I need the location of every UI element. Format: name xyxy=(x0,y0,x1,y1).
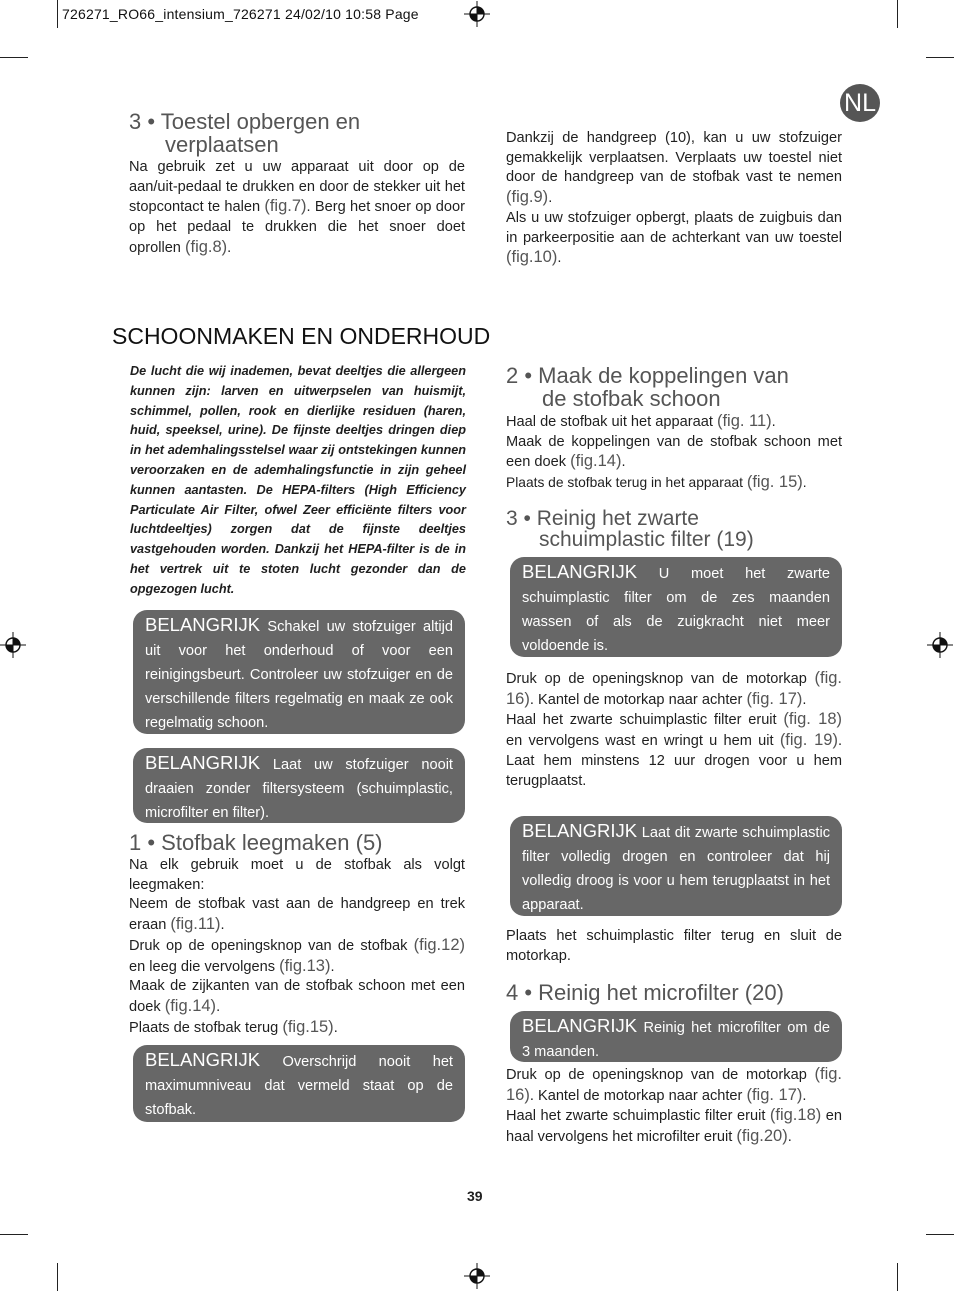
paragraph: Maak de zijkanten van de stofbak schoon met een doek (fig.14). xyxy=(129,978,465,1015)
figure-ref: (fig.18) xyxy=(769,1106,822,1125)
crop-mark xyxy=(897,1263,898,1291)
paragraph: Haal de stofbak uit het apparaat (fig. 11). xyxy=(506,412,776,430)
section-microfilter-body xyxy=(506,1065,842,1148)
paragraph: Na gebruik zet u uw apparaat uit door op de aan/uit-pedaal te drukken en door de stekker uit het stopcontact te halen (fig.7). Berg het snoer op door op het pedaal te drukken die het snoer doet oprollen (fig.8). xyxy=(129,159,466,256)
crop-mark xyxy=(926,57,954,58)
paragraph: Dankzij de handgreep (10), kan u uw stofzuiger gemakkelijk verplaatsen. Verplaats uw toestel niet door de handgreep van de stofbak vast te nemen (fig.9). xyxy=(506,130,842,207)
section-foam-filter-after xyxy=(506,927,842,966)
paragraph: Druk op de openingsknop van de motorkap (fig. 16). Kantel de motorkap naar achter (fig. 17). xyxy=(506,1065,842,1104)
figure-ref: (fig.20) xyxy=(736,1127,788,1146)
notice-keyword: BELANGRIJK xyxy=(145,1049,261,1070)
section-title: 4 • Reinig het microfilter (20) xyxy=(506,980,784,1005)
paragraph: Haal het zwarte schuimplastic filter eruit (fig.18) en haal vervolgens het microfilter eruit (fig.20). xyxy=(506,1106,842,1146)
section-foam-filter-body xyxy=(506,669,842,791)
figure-ref: (fig. 17) xyxy=(746,689,803,708)
crop-mark xyxy=(57,0,58,28)
section-title-line: schuimplastic filter (19) xyxy=(539,528,754,551)
registration-mark-icon xyxy=(464,1263,490,1289)
crop-mark xyxy=(57,1263,58,1291)
section-couplings xyxy=(506,364,842,493)
paragraph: Druk op de openingsknop van de stofbak (fig.12) en leeg die vervolgens (fig.13). xyxy=(129,935,465,975)
figure-ref: (fig.9) xyxy=(506,188,549,207)
notice-keyword: BELANGRIJK xyxy=(145,614,261,635)
notice-keyword: BELANGRIJK xyxy=(522,1015,638,1036)
notice-box: BELANGRIJK Schakel uw stofzuiger altijd uit voor het onderhoud of voor een reinigingsbeurt. Controleer uw stofzuiger en de verschillende filters regelmatig en maak ze ook regelmatig schoon. xyxy=(133,610,465,734)
figure-ref: (fig.14) xyxy=(570,452,622,471)
notice-box: BELANGRIJK Overschrijd nooit het maximumniveau dat vermeld staat op de stofbak. xyxy=(133,1045,465,1122)
figure-ref: (fig. 16) xyxy=(506,1065,842,1104)
notice-box: BELANGRIJK Laat dit zwarte schuimplastic filter volledig drogen en controleer dat hij volledig droog is voor u hem terugplaatst in het apparaat. xyxy=(510,816,842,916)
paragraph: Maak de koppelingen van de stofbak schoon met een doek (fig.14). xyxy=(506,433,842,471)
crop-mark xyxy=(926,1234,954,1235)
notice-box: BELANGRIJK U moet het zwarte schuimplastic filter om de zes maanden wassen of als de zuigkracht niet meer voldoende is. xyxy=(510,557,842,657)
section-title-line: 3 • Toestel opbergen en xyxy=(129,109,361,134)
section-title-line: de stofbak schoon xyxy=(542,386,721,411)
paragraph: Als u uw stofzuiger opbergt, plaats de zuigbuis dan in parkeerpositie aan de achterkant van uw toestel (fig.10). xyxy=(506,209,842,267)
section-empty-bin xyxy=(129,831,465,1038)
notice-box: BELANGRIJK Reinig het microfilter om de 3 maanden. xyxy=(510,1011,842,1062)
section-title-line: 2 • Maak de koppelingen van xyxy=(506,363,789,388)
figure-ref: (fig.13) xyxy=(279,956,331,975)
figure-ref: (fig. 17) xyxy=(746,1085,803,1104)
registration-mark-icon xyxy=(0,632,26,658)
paragraph: Druk op de openingsknop van de motorkap (fig. 16). Kantel de motorkap naar achter (fig. 17). xyxy=(506,669,842,708)
section-title xyxy=(506,508,842,550)
section-title xyxy=(129,110,465,156)
section-title: 1 • Stofbak leegmaken (5) xyxy=(129,830,383,855)
section-title-line: verplaatsen xyxy=(165,132,279,157)
notice-box: BELANGRIJK Laat uw stofzuiger nooit draaien zonder filtersysteem (schuimplastic, microfilter en filter). xyxy=(133,748,465,823)
paragraph: Plaats de stofbak terug (fig.15). xyxy=(129,1017,338,1036)
section-store xyxy=(129,110,465,259)
page-number: 39 xyxy=(467,1188,483,1204)
section-move xyxy=(506,129,842,269)
figure-ref: (fig. 19) xyxy=(779,731,838,750)
figure-ref: (fig.11) xyxy=(170,915,221,934)
figure-ref: (fig.14) xyxy=(164,996,217,1015)
notice-keyword: BELANGRIJK xyxy=(522,561,638,582)
crop-mark xyxy=(0,57,28,58)
crop-mark xyxy=(897,0,898,28)
paragraph: Neem de stofbak vast aan de handgreep en trek eraan (fig.11). xyxy=(129,896,465,934)
figure-ref: (fig.8) xyxy=(184,237,228,256)
registration-mark-icon xyxy=(464,1,490,27)
figure-ref: (fig.15) xyxy=(282,1017,334,1036)
paragraph: Plaats het schuimplastic filter terug en sluit de motorkap. xyxy=(506,928,842,964)
paragraph: Plaats de stofbak terug in het apparaat (fig. 15). xyxy=(506,473,807,492)
notice-keyword: BELANGRIJK xyxy=(522,820,638,841)
language-badge: NL xyxy=(840,84,880,122)
section-title-line: 3 • Reinig het zwarte xyxy=(506,507,699,530)
figure-ref: (fig.10) xyxy=(506,248,558,267)
paragraph: Haal het zwarte schuimplastic filter eruit (fig. 18) en vervolgens wast en wringt u hem uit (fig. 19). Laat hem minstens 12 uur drogen voor u hem terugplaatst. xyxy=(506,710,842,789)
print-slug: 726271_RO66_intensium_726271 24/02/10 10:58 Page xyxy=(62,6,419,22)
main-heading: SCHOONMAKEN EN ONDERHOUD xyxy=(112,323,491,349)
figure-ref: (fig. 18) xyxy=(783,710,842,729)
figure-ref: (fig. 11) xyxy=(716,412,772,430)
figure-ref: (fig.12) xyxy=(413,935,465,954)
notice-keyword: BELANGRIJK xyxy=(145,752,261,773)
figure-ref: (fig. 15) xyxy=(746,473,803,492)
crop-mark xyxy=(0,1234,28,1235)
figure-ref: (fig. 16) xyxy=(506,669,842,708)
registration-mark-icon xyxy=(927,632,953,658)
section-foam-filter-title xyxy=(506,508,842,550)
figure-ref: (fig.7) xyxy=(264,197,307,216)
intro-paragraph: De lucht die wij inademen, bevat deeltjes die allergeen kunnen zijn: larven en uitwerpselen van huismijt, schimmel, pollen, rook en dierlijke residuen (haren, huid, speeksel, urine). De fijnste deeltjes dringen diep in het ademhalingsstelsel waar zij ontstekingen kunnen veroorzaken en de ademhalingsfunctie in zijn geheel kunnen aantasten. De HEPA-filters (High Efficiency Particulate Air Filter, ofwel Zeer efficiënte filters voor luchtdeeltjes) zorgen dat de fijnste deeltjes vastgehouden worden. Dankzij het HEPA-filter is de in het vertrek uit te stoten lucht gezonder dan de opgezogen lucht. xyxy=(130,364,466,596)
section-microfilter xyxy=(506,981,842,1004)
section-title xyxy=(506,364,842,410)
paragraph: Na elk gebruik moet u de stofbak als volgt leegmaken: xyxy=(129,857,465,893)
